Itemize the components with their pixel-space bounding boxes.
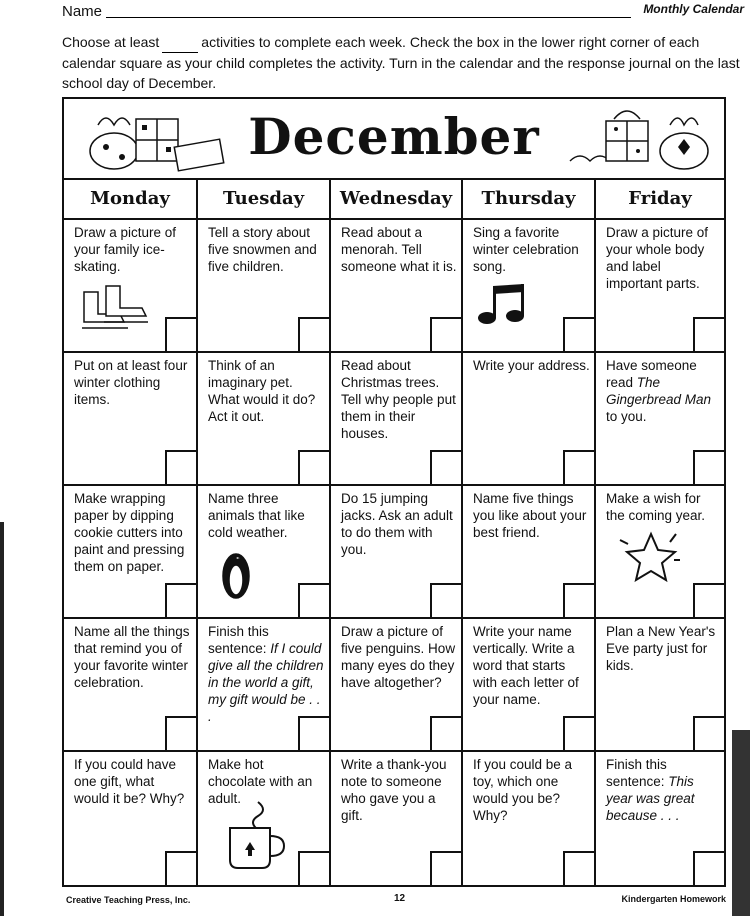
activity-text: Read about a menorah. Tell someone what it is. — [341, 225, 457, 274]
completion-checkbox[interactable] — [165, 450, 198, 486]
completion-checkbox[interactable] — [298, 583, 331, 619]
activity-cell — [596, 486, 724, 619]
day-header-tuesday: Tuesday — [198, 178, 331, 218]
completion-checkbox[interactable] — [298, 450, 331, 486]
completion-checkbox[interactable] — [563, 317, 596, 353]
completion-checkbox[interactable] — [165, 317, 198, 353]
activity-text: Have someone read The Gingerbread Man to you. — [606, 358, 712, 424]
activity-text: Draw a picture of five penguins. How many eyes do they have altogether? — [341, 624, 456, 690]
activity-cell — [198, 619, 331, 752]
month-title: December — [248, 107, 540, 166]
activity-cell — [198, 486, 331, 619]
page-title: Monthly Calendar — [643, 2, 744, 16]
completion-checkbox[interactable] — [563, 716, 596, 752]
activity-cell — [596, 220, 724, 353]
penguin-icon — [216, 542, 256, 602]
activity-text: Sing a favorite winter celebration song. — [473, 225, 579, 274]
name-line[interactable] — [106, 17, 631, 18]
series-title: Kindergarten Homework — [621, 894, 726, 904]
completion-checkbox[interactable] — [693, 583, 726, 619]
completion-checkbox[interactable] — [165, 851, 198, 887]
activity-cell — [463, 353, 596, 486]
calendar-banner — [64, 99, 724, 180]
activity-text: Write your name vertically. Write a word that starts with each letter of your name. — [473, 624, 579, 707]
activity-text: Think of an imaginary pet. What would it do? Act it out. — [208, 358, 316, 424]
activity-text: Do 15 jumping jacks. Ask an adult to do them with you. — [341, 491, 453, 557]
activity-cell — [463, 752, 596, 885]
calendar — [62, 97, 726, 887]
activity-cell — [463, 486, 596, 619]
completion-checkbox[interactable] — [563, 851, 596, 887]
activity-text: If you could be a toy, which one would you be? Why? — [473, 757, 573, 823]
activity-cell — [331, 353, 463, 486]
activity-grid — [64, 220, 724, 885]
completion-checkbox[interactable] — [693, 716, 726, 752]
completion-checkbox[interactable] — [298, 716, 331, 752]
activity-text: Read about Christmas trees. Tell why people put them in their houses. — [341, 358, 456, 441]
activity-text: Make wrapping paper by dipping cookie cutters into paint and pressing them on paper. — [74, 491, 185, 574]
activity-text: Put on at least four winter clothing items. — [74, 358, 188, 407]
music-note-icon — [475, 278, 545, 328]
activity-text: Make a wish for the coming year. — [606, 491, 706, 523]
completion-checkbox[interactable] — [165, 716, 198, 752]
day-header-wednesday: Wednesday — [331, 178, 463, 218]
activity-cell — [331, 752, 463, 885]
completion-checkbox[interactable] — [563, 583, 596, 619]
activity-cell — [596, 619, 724, 752]
activity-cell — [64, 220, 198, 353]
activity-text: Write a thank-you note to someone who gave you a gift. — [341, 757, 447, 823]
instructions-part2: activities to complete each week. Check the box in the lower right corner of each calendar square as your child completes the activity. Turn in the calendar and the response journal on the last school day of December. — [62, 34, 740, 91]
completion-checkbox[interactable] — [298, 317, 331, 353]
page-edge-shadow — [732, 730, 750, 916]
page-number: 12 — [394, 893, 406, 904]
completion-checkbox[interactable] — [693, 450, 726, 486]
activity-text: Draw a picture of your whole body and label important parts. — [606, 225, 709, 291]
instructions-part1: Choose at least — [62, 34, 160, 50]
day-header-thursday: Thursday — [463, 178, 596, 218]
activity-cell — [331, 220, 463, 353]
completion-checkbox[interactable] — [430, 317, 463, 353]
activity-text: Name three animals that like cold weather. — [208, 491, 305, 540]
activity-cell — [64, 486, 198, 619]
activity-text: If you could have one gift, what would it be? Why? — [74, 757, 185, 806]
activity-cell — [331, 486, 463, 619]
activity-cell — [198, 220, 331, 353]
activity-cell — [198, 353, 331, 486]
activity-cell — [463, 619, 596, 752]
name-label: Name — [62, 3, 103, 20]
activity-text: Tell a story about five snowmen and five children. — [208, 225, 317, 274]
activity-text: Finish this sentence: If I could give all the children in the world a gift, my gift would be . . . — [208, 624, 324, 724]
completion-checkbox[interactable] — [693, 851, 726, 887]
activity-cell — [463, 220, 596, 353]
completion-checkbox[interactable] — [165, 583, 198, 619]
weekday-header-row — [64, 178, 724, 220]
activity-cell — [64, 619, 198, 752]
publisher-credit: Creative Teaching Press, Inc. — [66, 895, 191, 905]
star-icon — [616, 526, 686, 586]
activity-text: Plan a New Year's Eve party just for kids. — [606, 624, 716, 673]
completion-checkbox[interactable] — [430, 851, 463, 887]
activity-cell — [198, 752, 331, 885]
activity-text: Draw a picture of your family ice-skating. — [74, 225, 177, 274]
activity-cell — [331, 619, 463, 752]
completion-checkbox[interactable] — [430, 716, 463, 752]
hot-cocoa-mug-icon — [224, 798, 294, 872]
day-header-monday: Monday — [64, 178, 198, 218]
completion-checkbox[interactable] — [693, 317, 726, 353]
activity-cell — [64, 752, 198, 885]
activity-cell — [596, 353, 724, 486]
activity-text: Name all the things that remind you of your favorite winter celebration. — [74, 624, 190, 690]
activity-text: Name five things you like about your best friend. — [473, 491, 587, 540]
page-edge-shadow — [0, 522, 4, 916]
activity-text: Finish this sentence: This year was great because . . . — [606, 757, 695, 823]
activity-cell — [64, 353, 198, 486]
completion-checkbox[interactable] — [563, 450, 596, 486]
instructions — [62, 32, 742, 93]
activity-text: Write your address. — [473, 358, 590, 373]
activity-cell — [596, 752, 724, 885]
completion-checkbox[interactable] — [430, 450, 463, 486]
activity-count-blank[interactable] — [162, 32, 198, 53]
activity-text: Make hot chocolate with an adult. — [208, 757, 313, 806]
completion-checkbox[interactable] — [430, 583, 463, 619]
ice-skate-icon — [78, 282, 148, 342]
completion-checkbox[interactable] — [298, 851, 331, 887]
day-header-friday: Friday — [628, 187, 692, 209]
gift-pile-icon — [566, 103, 716, 175]
